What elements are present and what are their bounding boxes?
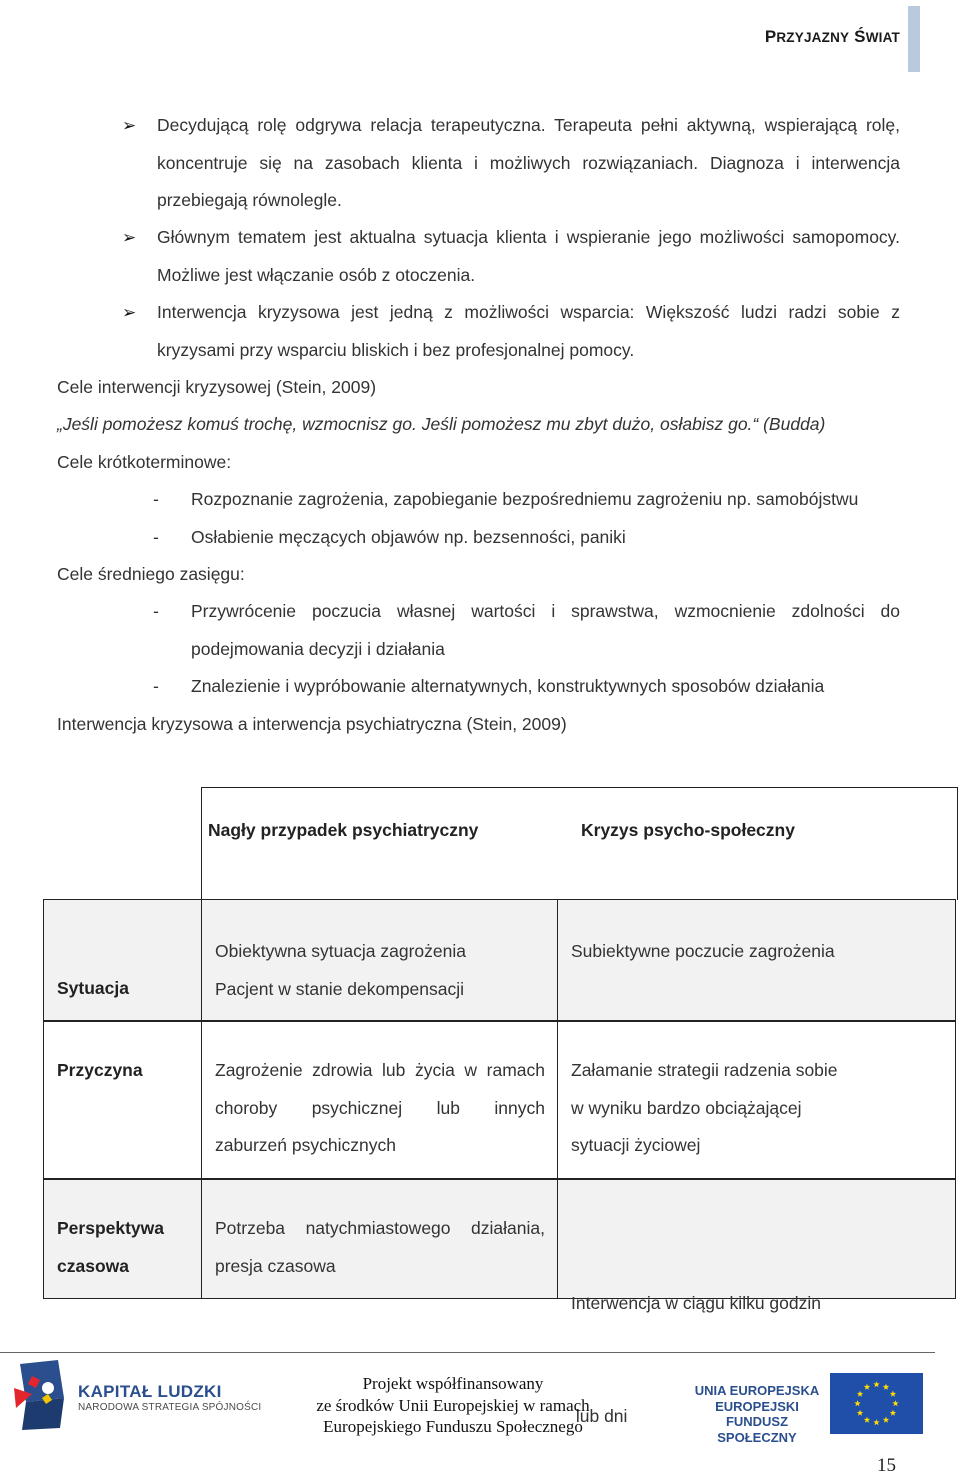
- table-col-divider: [201, 1021, 202, 1179]
- short-term-item-text: Osłabienie męczących objawów np. bezsenności, paniki: [191, 527, 626, 547]
- budda-quote: „Jeśli pomożesz komuś trochę, wzmocnisz go. Jeśli pomożesz mu zbyt dużo, osłabisz go.“ (Budda): [57, 414, 826, 434]
- short-term-item: [153, 481, 900, 519]
- footer-line: Projekt współfinansowany: [362, 1374, 544, 1393]
- header-title-text: PRZYJAZNY ŚWIAT: [764, 27, 900, 46]
- table-col-divider: [201, 1179, 202, 1299]
- eu-line: UNIA EUROPEJSKA: [694, 1383, 820, 1398]
- kapital-ludzki-subtitle: NARODOWA STRATEGIA SPÓJNOŚCI: [78, 1402, 262, 1413]
- bullet-item: [122, 294, 900, 369]
- dash-marker: -: [153, 601, 159, 621]
- footer-rule: [0, 1352, 935, 1353]
- kapital-ludzki-title: KAPITAŁ LUDZKI: [78, 1382, 222, 1401]
- arrow-bullet-icon: ➢: [122, 228, 137, 247]
- cell-line: Pacjent w stanie dekompensacji: [215, 978, 465, 999]
- cell-line: lub dni: [571, 1405, 628, 1426]
- page-header-title: [765, 27, 900, 47]
- table-cell: [215, 933, 550, 1008]
- cell-line: Subiektywne poczucie zagrożenia: [571, 941, 835, 961]
- bullet-text: Decydującą rolę odgrywa relacja terapeutyczna. Terapeuta pełni aktywną, wspierającą rolę, koncentruje się na zasobach klienta i możliwych rozwiązaniach. Diagnoza i interwencja przebiegają równolegle.: [157, 115, 900, 210]
- arrow-bullet-icon: ➢: [122, 303, 137, 322]
- mid-term-item-text: Przywrócenie poczucia własnej wartości i sprawstwa, wzmocnienie zdolności do podejmowania decyzji i działania: [191, 601, 900, 659]
- cell-line: sytuacji życiowej: [571, 1135, 701, 1155]
- bullet-text: Interwencja kryzysowa jest jedną z możliwości wsparcia: Większość ludzi radzi sobie z kryzysami przy wsparciu bliskich i bez profesjonalnej pomocy.: [157, 302, 900, 360]
- cell-line: choroby psychicznej lub innych: [215, 1097, 545, 1118]
- table-col-divider: [557, 1179, 558, 1299]
- dash-marker: -: [153, 676, 159, 696]
- eu-flag-icon: [830, 1373, 923, 1434]
- bullet-item: [122, 219, 900, 294]
- goals-heading: Cele interwencji kryzysowej (Stein, 2009): [57, 377, 377, 397]
- cell-line: Interwencja w ciągu kilku godzin: [571, 1293, 821, 1313]
- footer-line: ze środków Unii Europejskiej w ramach: [316, 1395, 590, 1415]
- row-label-perspektywa: [57, 1210, 164, 1285]
- eu-fund-label: [692, 1383, 822, 1445]
- footer-line: Europejskiego Funduszu Społecznego: [323, 1417, 583, 1436]
- bullet-text: Głównym tematem jest aktualna sytuacja klienta i wspieranie jego możliwości samopomocy. Możliwe jest włączanie osób z otoczenia.: [157, 227, 900, 285]
- cell-line: Potrzeba natychmiastowego działania,: [215, 1218, 545, 1238]
- mid-term-heading: Cele średniego zasięgu:: [57, 564, 245, 584]
- mid-term-item: [153, 668, 900, 706]
- mid-term-item: [153, 593, 900, 668]
- bullet-item: [122, 107, 900, 220]
- eu-line: EUROPEJSKI: [715, 1398, 799, 1414]
- cell-line: w wyniku bardzo obciążającej: [571, 1097, 802, 1118]
- cell-line: zaburzeń psychicznych: [215, 1135, 396, 1155]
- table-header-box: [201, 787, 958, 900]
- table-cell: [571, 933, 951, 971]
- short-term-item: [153, 519, 900, 557]
- table-cell: [571, 1052, 951, 1165]
- table-col2-header: Kryzys psycho-społeczny: [581, 820, 795, 840]
- short-term-item-text: Rozpoznanie zagrożenia, zapobieganie bezpośredniemu zagrożeniu np. samobójstwu: [191, 489, 859, 509]
- row-label-przyczyna: Przyczyna: [57, 1060, 143, 1080]
- cell-line: Zagrożenie zdrowia lub życia w ramach: [215, 1060, 545, 1080]
- table-col1-header: Nagły przypadek psychiatryczny: [208, 820, 479, 840]
- row-label-sytuacja: Sytuacja: [57, 978, 129, 998]
- row-label-line: czasowa: [57, 1255, 129, 1276]
- table-cell: [215, 1052, 545, 1165]
- short-term-heading: Cele krótkoterminowe:: [57, 452, 232, 472]
- header-accent-bar: [908, 6, 920, 72]
- table-heading: Interwencja kryzysowa a interwencja psychiatryczna (Stein, 2009): [57, 714, 567, 734]
- footer-cofinancing-text: [295, 1373, 611, 1438]
- cell-line: presja czasowa: [215, 1255, 336, 1276]
- page-number: 15: [877, 1455, 896, 1476]
- arrow-bullet-icon: ➢: [122, 116, 137, 135]
- dash-marker: -: [153, 489, 159, 509]
- table-col-divider: [557, 899, 558, 1021]
- table-col-divider: [557, 1021, 558, 1179]
- cell-line: Załamanie strategii radzenia sobie: [571, 1060, 838, 1080]
- table-cell: [215, 1210, 545, 1285]
- cell-line: Obiektywna sytuacja zagrożenia: [215, 941, 466, 961]
- row-label-line: Perspektywa: [57, 1218, 165, 1238]
- table-col-divider: [201, 899, 202, 1021]
- dash-marker: -: [153, 527, 159, 547]
- mid-term-item-text: Znalezienie i wypróbowanie alternatywnych, konstruktywnych sposobów działania: [191, 676, 825, 696]
- eu-line: FUNDUSZ SPOŁECZNY: [717, 1414, 797, 1445]
